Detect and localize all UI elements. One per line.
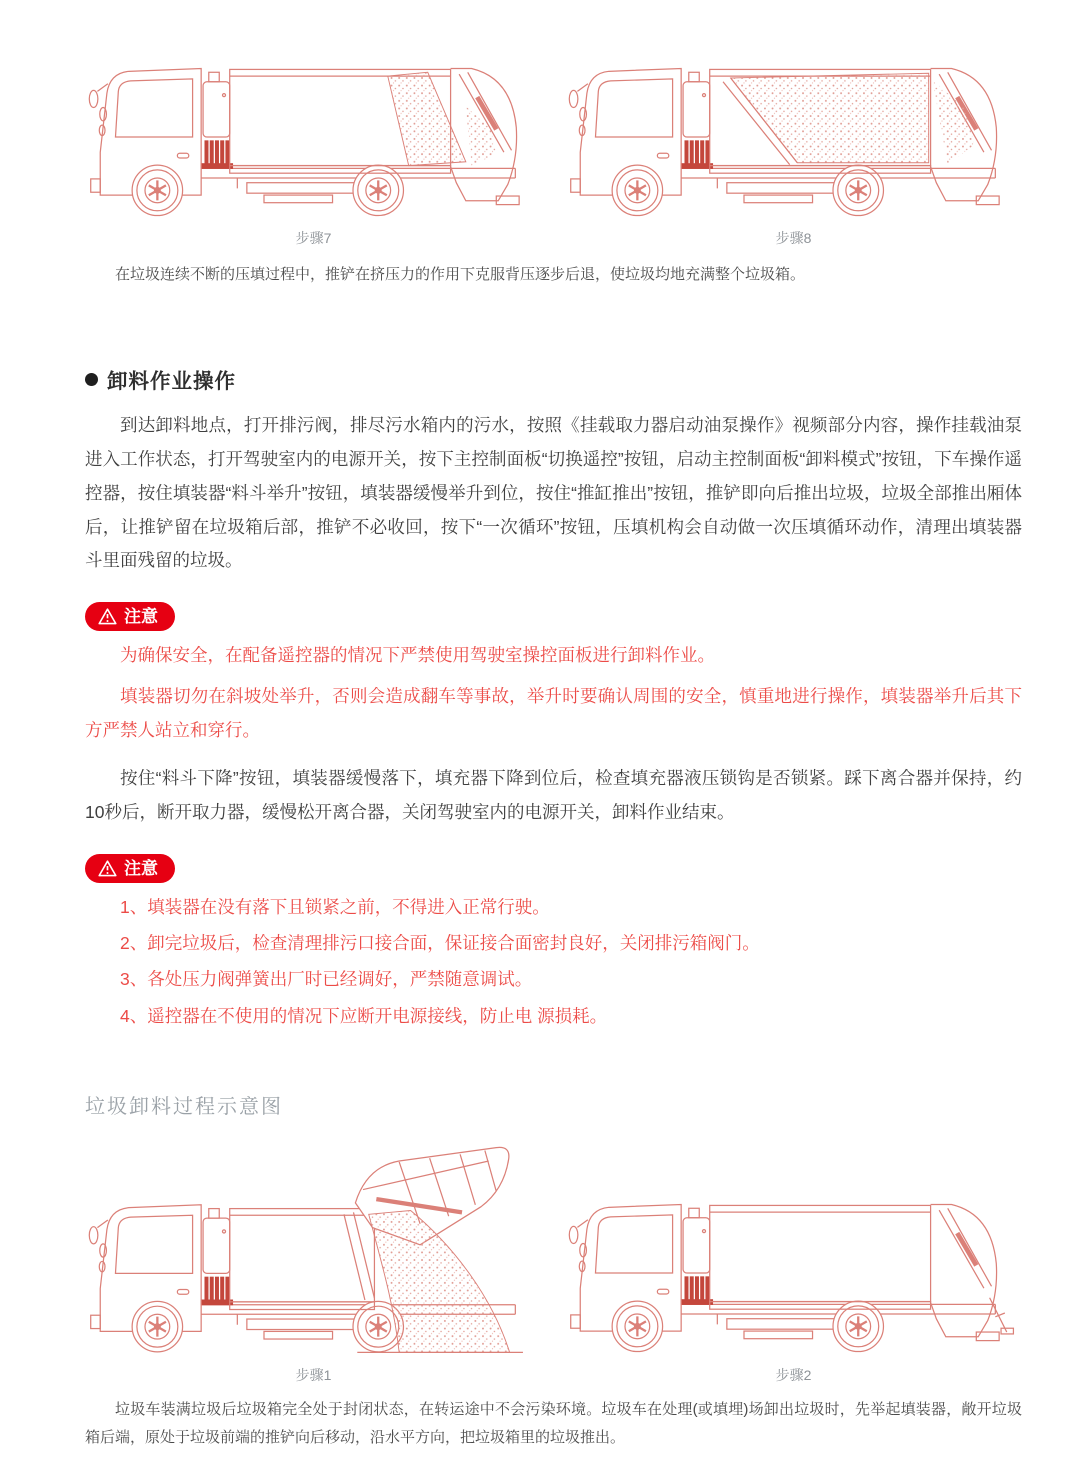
notice-1-text — [85, 639, 1022, 747]
figure-row-bottom — [85, 1141, 1022, 1382]
fig-label-step2: 步骤2 — [775, 1366, 812, 1383]
top-figure-caption: 在垃圾连续不断的压填过程中，推铲在挤压力的作用下克服背压逐步后退，使垃圾均地充满整个垃圾箱。 — [115, 266, 806, 284]
figure-step2 — [565, 1174, 1022, 1381]
fig-label-step7: 步骤7 — [295, 230, 332, 247]
unloading-procedure-paragraph: 到达卸料地点，打开排污阀，排尽污水箱内的污水，按照《挂载取力器启动油泵操作》视频部分内容，操作挂载油泵进入工作状态，打开驾驶室内的电源开关，按下主控制面板“切换遥控”按钮，启动主控制面板“卸料模式”按钮，下车操作遥控器，按住填装器“料斗举升”按钮，填装器缓慢举升到位，按住“推缸推出”按钮，推铲即向后推出垃圾，垃圾全部推出厢体后，让推铲留在垃圾箱后部，推铲不必收回，按下“一次循环”按钮，压填机构会自动做一次压填循环动作，清理出填装器斗里面残留的垃圾。 — [85, 415, 1022, 571]
fig-label-step8: 步骤8 — [775, 230, 812, 247]
notice-badge-label: 注意 — [124, 607, 158, 627]
fig-label-step1: 步骤1 — [295, 1366, 332, 1383]
warning-line: 为确保安全，在配备遥控器的情况下严禁使用驾驶室操控面板进行卸料作业。 — [120, 645, 715, 666]
notice-badge-1 — [85, 602, 175, 631]
warning-triangle-icon — [98, 608, 117, 625]
truck-illustration-step1-dumping — [85, 1141, 542, 1365]
figure-row-top — [85, 38, 1022, 245]
bullet-dot-icon — [85, 373, 98, 386]
manual-page — [85, 0, 1022, 1451]
figure-step8 — [565, 38, 1022, 245]
notice-badge-label: 注意 — [124, 858, 158, 878]
truck-illustration-step7-compacting — [85, 38, 542, 228]
diagram-heading: 垃圾卸料过程示意图 — [85, 1096, 283, 1119]
warning-line: 填装器切勿在斜坡处举升，否则会造成翻车等事故，举升时要确认周围的安全，慎重地进行操作，填装器举升后其下方严禁人站立和穿行。 — [85, 686, 1022, 740]
truck-illustration-step2-closed — [565, 1174, 1022, 1364]
truck-illustration-step8-full — [565, 38, 1022, 228]
notice-badge-2 — [85, 854, 175, 883]
notice-2-list — [85, 889, 1022, 1035]
bottom-figure-caption: 垃圾车装满垃圾后垃圾箱完全处于封闭状态，在转运途中不会污染环境。垃圾车在处理(或填埋)场卸出垃圾时，先举起填装器，敞开垃圾箱后端，原处于垃圾前端的推铲向后移动，沿水平方向，把垃圾箱里的垃圾推出。 — [85, 1400, 1022, 1446]
figure-step7 — [85, 38, 542, 245]
section-heading-text: 卸料作业操作 — [107, 370, 236, 394]
figure-step1 — [85, 1141, 542, 1382]
warning-list-item: 1、填装器在没有落下且锁紧之前，不得进入正常行驶。 — [120, 896, 550, 917]
warning-triangle-icon — [98, 860, 117, 877]
warning-list-item: 3、各处压力阀弹簧出厂时已经调好，严禁随意调试。 — [120, 969, 533, 990]
lowering-procedure-paragraph: 按住“料斗下降”按钮，填装器缓慢落下，填充器下降到位后，检查填充器液压锁钩是否锁紧。踩下离合器并保持，约10秒后，断开取力器，缓慢松开离合器，关闭驾驶室内的电源开关，卸料作业结束。 — [85, 767, 1022, 822]
warning-list-item: 4、遥控器在不使用的情况下应断开电源接线，防止电 源损耗。 — [120, 1005, 608, 1026]
warning-list-item: 2、卸完垃圾后，检查清理排污口接合面，保证接合面密封良好，关闭排污箱阀门。 — [120, 932, 760, 953]
section-heading — [85, 364, 1022, 394]
